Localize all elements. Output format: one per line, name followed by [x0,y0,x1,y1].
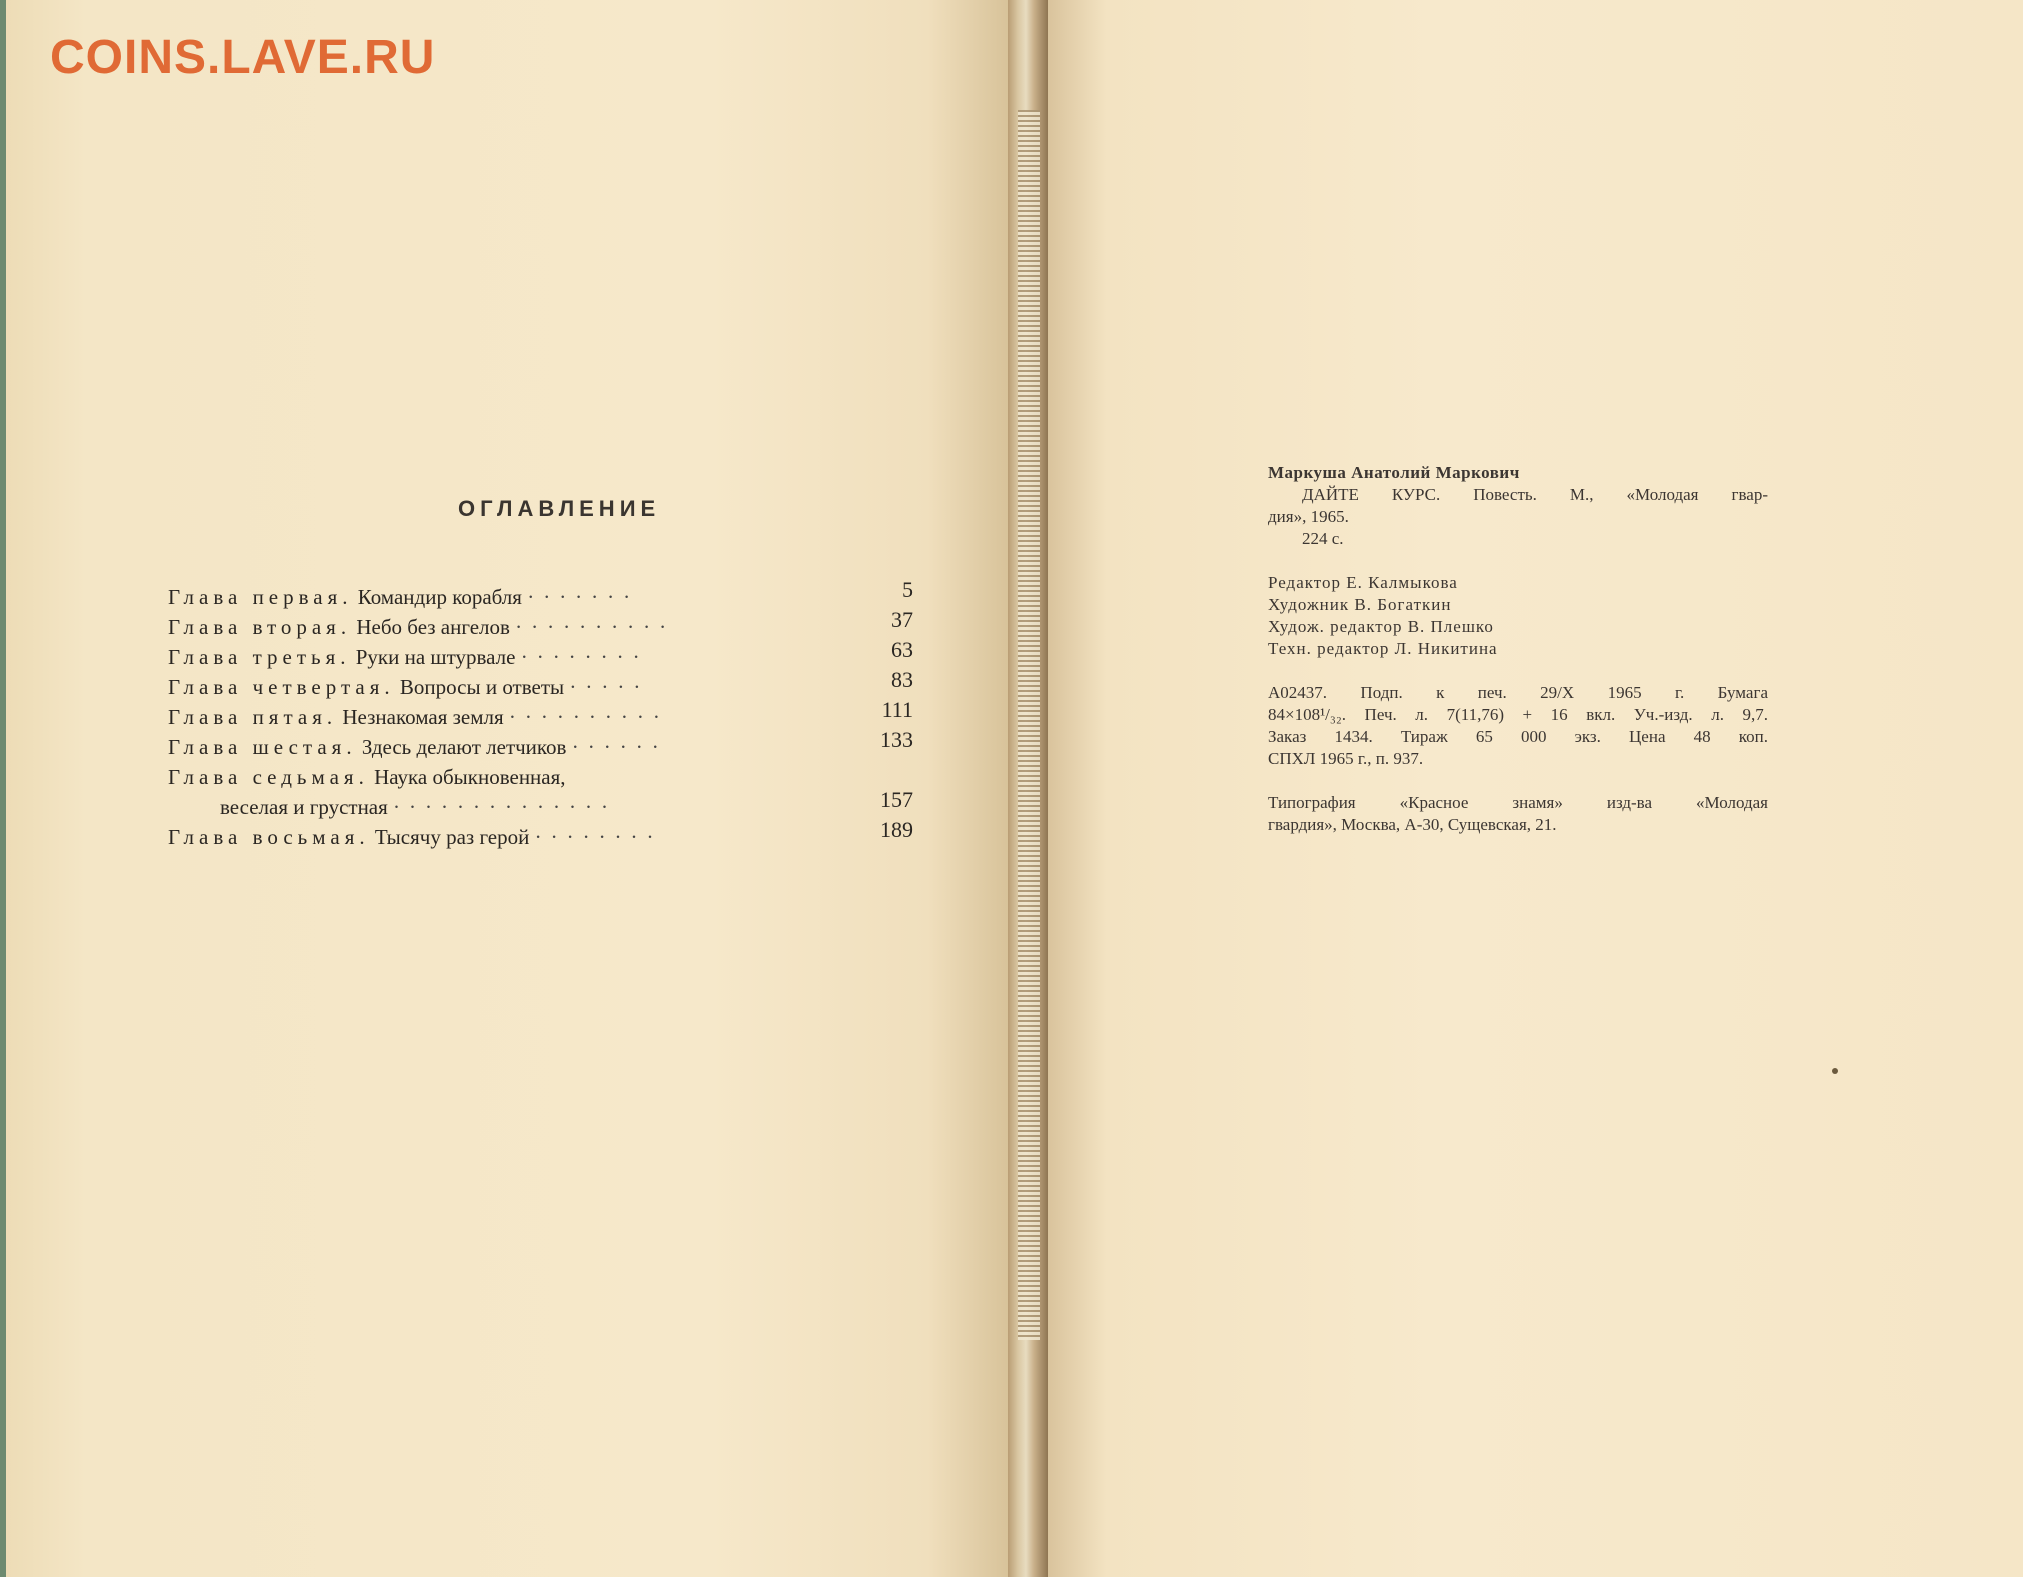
credits [1268,572,1768,660]
publication-data [1268,682,1768,770]
toc-page-number: 83 [891,667,913,692]
toc-entry-label: Глава шестая. [168,735,357,759]
toc-leader-dots: ········ [520,645,649,669]
toc-page-number: 5 [902,577,913,602]
toc-entry [168,765,913,795]
toc-leader-dots: ·········· [515,615,676,639]
bibliographic-entry [1268,462,1768,550]
toc-page-number: 63 [891,637,913,662]
book-title-line: ДАЙТЕ КУРС. Повесть. М., «Молодая гвар- [1302,485,1768,504]
toc-entry-title: Здесь делают летчиков [361,735,567,759]
tech-editor-credit: Техн. редактор Л. Никитина [1268,639,1498,658]
toc-page-number: 133 [880,727,913,752]
toc-leader-dots: ····· [569,675,650,699]
publication-line: Заказ 1434. Тираж 65 000 экз. Цена 48 коп. [1268,727,1768,746]
publisher-line: дия», 1965. [1268,507,1349,526]
toc-page-number: 37 [891,607,913,632]
art-editor-credit: Худож. редактор В. Плешко [1268,617,1494,636]
publication-line: А02437. Подп. к печ. 29/X 1965 г. Бумага [1268,683,1768,702]
toc-entry [168,607,913,645]
page-count: 224 с. [1302,529,1344,548]
toc-entry [168,727,913,765]
toc-entry-title: Небо без ангелов [356,615,510,639]
printer-line: Типография «Красное знамя» изд-ва «Молодая [1268,793,1768,812]
toc-page-number: 189 [880,817,913,842]
printer-info [1268,792,1768,836]
toc-entry [168,577,913,615]
toc-entry-label: Глава первая. [168,585,353,609]
toc-entry-title: Руки на штурвале [355,645,516,669]
binding-stitch [1018,110,1040,1340]
printer-line: гвардия», Москва, А-30, Сущевская, 21. [1268,815,1557,834]
toc-entry-title: Командир корабля [357,585,522,609]
editor-credit: Редактор Е. Калмыкова [1268,573,1458,592]
toc-entry-title: Вопросы и ответы [399,675,565,699]
toc-entry-label: Глава седьмая. [168,765,369,789]
toc-entry [168,817,913,855]
toc-entry [168,667,913,705]
toc-leader-dots: ·············· [393,795,617,819]
toc-entry-label: Глава вторая. [168,615,352,639]
toc-entry-title: веселая и грустная [220,795,388,819]
imprint-block [1268,462,1768,858]
paper-speck [1832,1068,1838,1074]
table-of-contents [168,577,913,855]
toc-leader-dots: ········ [534,825,663,849]
toc-page-number: 157 [880,787,913,812]
toc-title: ОГЛАВЛЕНИЕ [458,496,661,521]
toc-entry [168,637,913,675]
publication-line: СПХЛ 1965 г., п. 937. [1268,749,1424,768]
toc-page-number: 111 [881,697,913,722]
toc-entry-label: Глава восьмая. [168,825,370,849]
artist-credit: Художник В. Богаткин [1268,595,1452,614]
toc-leader-dots: ······· [527,585,640,609]
toc-entry-title: Тысячу раз герой [374,825,530,849]
toc-entry-label: Глава четвертая. [168,675,395,699]
toc-leader-dots: ······ [571,735,668,759]
toc-entry-title: Наука обыкновенная, [374,765,566,789]
watermark: COINS.LAVE.RU [50,31,436,84]
publication-line: 84×108¹/₃₂. Печ. л. 7(11,76) + 16 вкл. Уч.-изд. л. 9,7. [1268,705,1768,724]
toc-entry-label: Глава пятая. [168,705,338,729]
toc-entry-continuation [168,787,913,825]
toc-entry [168,697,913,735]
toc-entry-label: Глава третья. [168,645,351,669]
author-name: Маркуша Анатолий Маркович [1268,463,1520,482]
toc-leader-dots: ·········· [508,705,669,729]
toc-entry-title: Незнакомая земля [342,705,504,729]
